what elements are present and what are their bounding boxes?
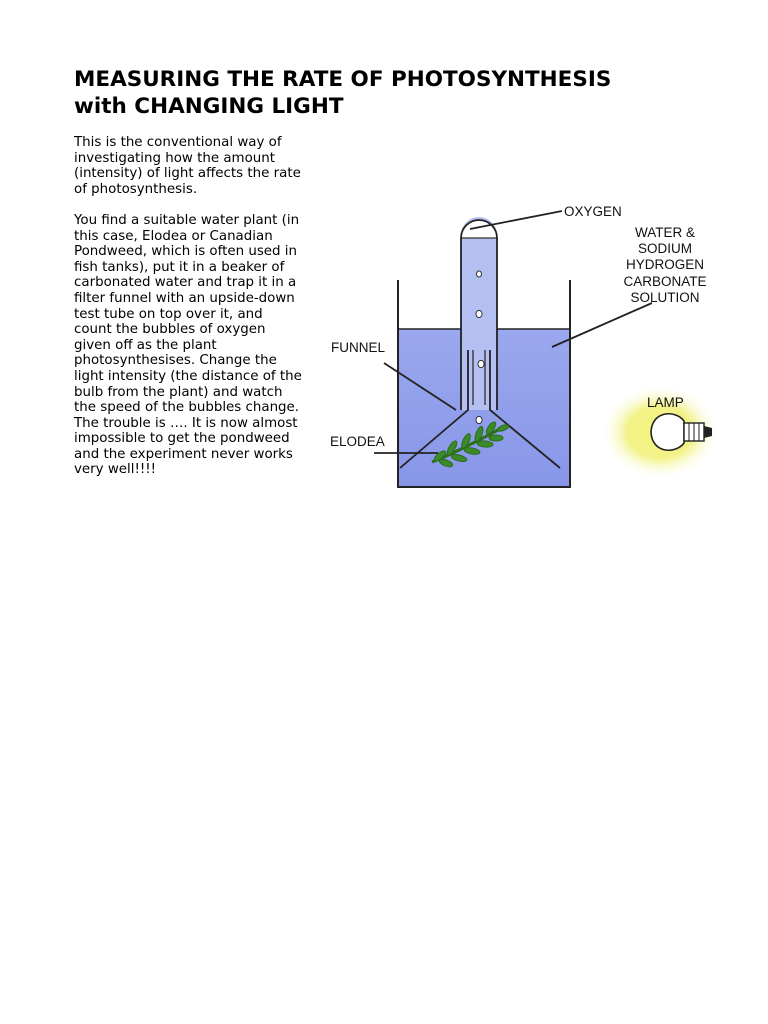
paragraph-method bbox=[74, 213, 324, 478]
text-line: this case, Elodea or Canadian bbox=[74, 228, 273, 244]
title-line-1: MEASURING THE RATE OF PHOTOSYNTHESIS bbox=[74, 67, 612, 92]
text-line: test tube on top over it, and bbox=[74, 306, 263, 322]
text-line: light intensity (the distance of the bbox=[74, 368, 302, 384]
photosynthesis-apparatus-diagram bbox=[325, 195, 725, 495]
water-label-line: HYDROGEN bbox=[625, 257, 705, 272]
text-line: The trouble is …. It is now almost bbox=[74, 415, 298, 431]
text-line: very well!!!! bbox=[74, 462, 156, 478]
text-line: given off as the plant bbox=[74, 337, 217, 353]
text-line: Pondweed, which is often used in bbox=[74, 244, 298, 260]
water-label-line: WATER & bbox=[635, 225, 695, 240]
text-line: (intensity) of light affects the rate bbox=[74, 166, 301, 182]
elodea-label: ELODEA bbox=[330, 434, 385, 449]
text-line: count the bubbles of oxygen bbox=[74, 322, 266, 338]
text-line: photosynthesises. Change the bbox=[74, 353, 277, 369]
paragraph-intro bbox=[74, 135, 324, 197]
text-line: the speed of the bubbles change. bbox=[74, 400, 300, 416]
lamp-label: LAMP bbox=[647, 395, 684, 410]
text-line: bulb from the plant) and watch bbox=[74, 384, 283, 400]
title-line-2: with CHANGING LIGHT bbox=[74, 94, 344, 119]
oxygen-label: OXYGEN bbox=[564, 204, 622, 219]
body-text bbox=[74, 135, 324, 494]
text-line: fish tanks), put it in a beaker of bbox=[74, 259, 285, 275]
water-label-line: SOLUTION bbox=[630, 290, 700, 305]
text-line: and the experiment never works bbox=[74, 446, 293, 462]
text-line: carbonated water and trap it in a bbox=[74, 275, 297, 291]
text-line: investigating how the amount bbox=[74, 150, 276, 166]
text-line: impossible to get the pondweed bbox=[74, 431, 290, 447]
solution-pointer bbox=[552, 303, 652, 347]
water-label-line: CARBONATE bbox=[623, 274, 707, 289]
funnel-label: FUNNEL bbox=[331, 340, 386, 355]
page-title bbox=[74, 66, 714, 120]
text-line: filter funnel with an upside-down bbox=[74, 290, 295, 306]
water-label-line: SODIUM bbox=[638, 241, 692, 256]
text-line: You find a suitable water plant (in bbox=[74, 212, 300, 228]
text-line: of photosynthesis. bbox=[74, 181, 198, 197]
text-line: This is the conventional way of bbox=[74, 135, 282, 150]
